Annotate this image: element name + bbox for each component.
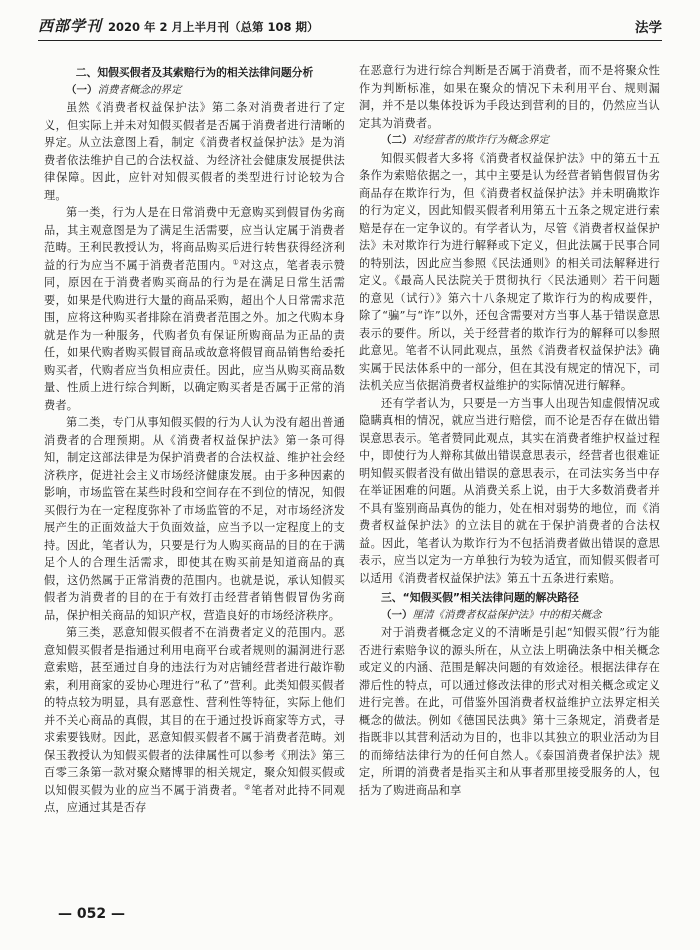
paragraph-text: 笔者对此持不同观点，应通过其是否存 <box>44 783 345 814</box>
page-header <box>38 14 662 41</box>
paragraph: 知假买假者大多将《消费者权益保护法》中的第五十五条作为索赔依据之一，其中主要是认为经营者销售假冒伪劣商品存在欺诈行为，但《消费者权益保护法》并未明确欺诈的行为定义，因此知假买假者利用第五十五条之规定进行索赔是存在一定争议的。有学者认为，尽管《消费者权益保护法》未对欺诈行为进行解释或下定义，但此法属于民事合同的特别法，因此应当参照《民法通则》的相关司法解释进行定义。《最高人民法院关于贯彻执行〈民法通则〉若干问题的意见（试行）》第六十八条规定了欺诈行为的构成要件，除了“骗”与“诈”以外，还包含需要对方当事人基于错误意思表示的要件。所以，关于经营者的欺诈行为的解释可以参照此意见。笔者不认同此观点，虽然《消费者权益保护法》确实属于民法体系中的一部分，但在其没有规定的情况下，司法机关应当依据消费者权益维护的实际情况进行解释。 <box>359 151 660 392</box>
page-number: — 052 — <box>58 906 125 922</box>
subsection-heading <box>359 607 660 625</box>
paragraph: 在恶意行为进行综合判断是否属于消费者，而不是将聚众性作为判断标准，如果在聚众的情况下未利用平台、规则漏洞，并不是以集体投诉为手段达到营利的目的，仍然应当认定其为消费者。 <box>359 64 660 130</box>
subsection-number: （一） <box>66 83 98 96</box>
subsection-number: （二） <box>381 134 413 146</box>
article-body <box>44 62 660 900</box>
subsection-title: 厘清《消费者权益保护法》中的相关概念 <box>412 608 602 621</box>
journal-info <box>38 15 319 40</box>
journal-logo: 西部学刊 <box>38 17 103 35</box>
subsection-title: 消费者概念的界定 <box>97 83 182 96</box>
paragraph-text: 第三类，恶意知假买假者不在消费者定义的范围内。恶意知假买假者是指通过利用电商平台或者规则的漏洞进行恶意索赔，甚至通过自身的违法行为对店铺经营者进行敲诈勒索，利用商家的妥协心理进行“私了”营利。此类知假买假者的特点较为明显，具有恶意性、营利性等特征，实际上他们并不关心商品的真假，其目的在于通过投诉商家等方式，寻求索要钱财。因此，恶意知假买假者不属于消费者范畴。刘保玉教授认为知假买假者的法律属性可以参考《刑法》第三百零三条第一款对聚众赌博罪的相关规定，聚众知假买假或以知假买假为业的应当不属于消费者。 <box>44 626 345 797</box>
paragraph: 还有学者认为，只要是一方当事人出现告知虚假情况或隐瞒真相的情况，就应当进行赔偿，而不论是否存在做出错误意思表示。笔者赞同此观点，其实在消费者维护权益过程中，即使行为人辩称其做出错误意思表示，经营者也很难证明知假买假者没有做出错误的意思表示，在司法实务当中存在举证困难的问题。从消费关系上说，由于大多数消费者并不具有鉴别商品真伪的能力，处在相对弱势的地位，而《消费者权益保护法》的立法目的就在于保护消费者的合法权益。因此，笔者认为欺诈行为不包括消费者做出错误的意思表示，应当以定为一方单独行为较为适宜，而知假买假者可以适用《消费者权益保护法》第五十五条进行索赔。 <box>359 396 660 585</box>
paragraph <box>44 624 345 817</box>
paragraph: 第二类，专门从事知假买假的行为人认为没有超出普通消费者的合理预期。从《消费者权益保护法》第一条可得知，制定这部法律是为保护消费者的合法权益、维护社会经济秩序，促进社会主义市场经济健康发展。由于多种因素的影响，市场监管在某些时段和空间存在不到位的情况，知假买假行为在一定程度弥补了市场监管的不足，对市场经济发展产生的正面效益大于负面效益，应当予以一定程度上的支持。因此，笔者认为，只要是行为人购买商品的目的在于满足个人的合理生活需求，即使其在购买前是知道商品的真假，这仍然属于正常消费的范围内。也就是说，承认知假买假者为消费者的目的在于有效打击经营者销售假冒伪劣商品，保护相关商品的知识产权，营造良好的市场经济秩序。 <box>44 416 345 622</box>
paragraph: 对于消费者概念定义的不清晰是引起“知假买假”行为能否进行索赔争议的源头所在，从立法上明确法条中相关概念或定义的内涵、范围是解决问题的有效途径。根据法律存在滞后性的特点，可以通过修改法律的形式对相关概念或定义进行完善。在此，可借鉴外国消费者权益维护立法界定相关概念的做法。例如《德国民法典》第十三条规定，消费者是指既非以其营利活动为目的，也非以其独立的职业活动为目的而缔结法律行为的任何自然人。《泰国消费者保护法》规定，所谓的消费者是指买主和从事者那里接受服务的人，包括为了购进商品和享 <box>359 626 660 797</box>
paragraph: 虽然《消费者权益保护法》第二条对消费者进行了定义，但实际上并未对知假买假者是否属于消费者进行清晰的界定。从立法意图上看，制定《消费者权益保护法》是为消费者依法维护自己的合法权益、为经济社会健康发展提供法律保障。因此，应针对知假买假者的类型进行讨论较为合理。 <box>44 101 345 202</box>
subsection-heading <box>359 132 660 150</box>
section-label: 法学 <box>635 20 662 36</box>
right-column <box>359 62 660 900</box>
left-column <box>44 62 345 900</box>
footnote-marker: ② <box>244 782 252 791</box>
subsection-number: （一） <box>381 608 413 621</box>
paragraph-text: 对这点，笔者表示赞同，原因在于消费者购买商品的行为是在满足日常生活需要，如果是代购进行大量的商品采购，超出个人日常需求范围，应将这种购买者排除在消费者范围之外。加之代购本身就是作为一种服务，代购者负有保证所购商品为正品的责任，如果代购者购买假冒商品或故意将假冒商品销售给委托购买者，代购者应当负相应责任。因此，应当从购买商品数量、性质上进行综合判断，以确定购买者是否属于正常的消费者。 <box>44 258 345 412</box>
section-heading: 三、“知假买假”相关法律问题的解决路径 <box>381 591 579 604</box>
subsection-title: 对经营者的欺诈行为概念界定 <box>412 134 549 146</box>
section-heading: 二、知假买假者及其索赔行为的相关法律问题分析 <box>75 66 314 79</box>
paragraph <box>44 204 345 414</box>
subsection-heading <box>44 82 345 100</box>
issue-info: 2020 年 2 月上半月刊（总第 108 期） <box>108 20 319 34</box>
footnote-marker: ① <box>232 257 240 266</box>
paragraph-text: 第一类，行为人是在日常消费中无意购买到假冒伪劣商品，其主观意图是为了满足生活需要，应当认定属于消费者范畴。王利民教授认为，将商品购买后进行转售获得经济利益的行为应当不属于消费者范围内。 <box>44 206 345 272</box>
